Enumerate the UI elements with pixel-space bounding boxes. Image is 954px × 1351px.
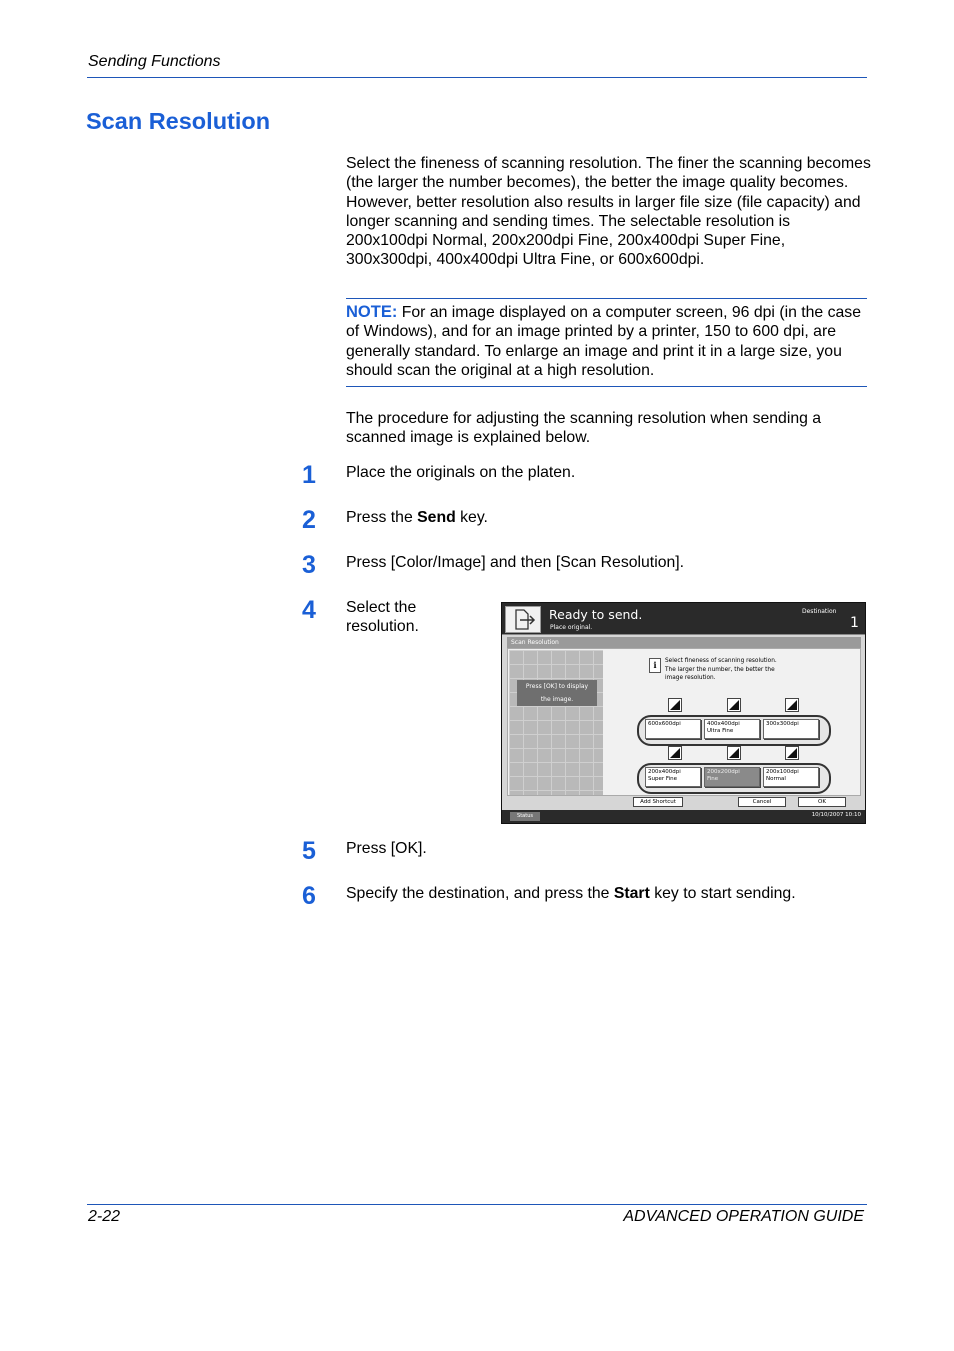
step-number: 5	[302, 837, 316, 865]
destination-label: Destination	[802, 608, 837, 615]
step-text: Press [OK].	[346, 840, 427, 857]
step-text-post: key to start sending.	[649, 885, 796, 902]
cancel-button[interactable]: Cancel	[738, 797, 786, 807]
info-text	[665, 657, 805, 683]
destination-count: 1	[850, 615, 859, 631]
step-text	[346, 508, 488, 527]
note-box	[346, 298, 867, 387]
step-text-pre: Press the	[346, 509, 418, 526]
send-icon	[505, 606, 541, 633]
procedure-paragraph: The procedure for adjusting the scanning resolution when sending a scanned image is explained below.	[346, 410, 822, 447]
device-screen	[501, 602, 866, 824]
res-300x300-button[interactable]: 300x300dpi	[763, 719, 819, 739]
resolution-indicator-icon	[668, 746, 682, 760]
page-title: Scan Resolution	[86, 108, 271, 134]
add-shortcut-button[interactable]: Add Shortcut	[633, 797, 683, 807]
preview-message	[517, 680, 597, 706]
step-number: 1	[302, 461, 316, 489]
info-line: Select fineness of scanning resolution.	[665, 658, 777, 664]
screen-bottom-bar	[502, 810, 865, 823]
info-line: image resolution.	[665, 675, 716, 681]
note-text: For an image displayed on a computer screen, 96 dpi (in the case of Windows), and for an image printed by a printer, 150 to 600 dpi, are generally standard. To enlarge an image and print it in a large size, you should scan the original at a high resolution.	[346, 304, 861, 379]
res-200x100-button[interactable]: 200x100dpi Normal	[763, 767, 819, 787]
ready-message: Ready to send.	[549, 607, 643, 622]
datetime: 10/10/2007 10:10	[811, 812, 861, 818]
info-icon: i	[649, 658, 661, 673]
res-200x400-button[interactable]: 200x400dpi Super Fine	[645, 767, 701, 787]
step-text: Press [Color/Image] and then [Scan Resolution].	[346, 554, 685, 571]
step-number: 3	[302, 551, 316, 579]
header-rule	[87, 77, 867, 78]
running-header: Sending Functions	[88, 53, 221, 70]
resolution-indicator-icon	[727, 698, 741, 712]
step-text: Place the originals on the platen.	[346, 464, 576, 481]
page-number: 2-22	[88, 1208, 121, 1225]
info-line: The larger the number, the better the	[665, 666, 775, 673]
resolution-indicator-icon	[668, 698, 682, 712]
place-original-message: Place original.	[550, 624, 593, 631]
res-400x400-button[interactable]: 400x400dpi Ultra Fine	[704, 719, 760, 739]
status-button[interactable]: Status	[510, 812, 540, 821]
start-key-label: Start	[613, 885, 650, 902]
send-key-label: Send	[417, 509, 456, 526]
intro-paragraph: Select the fineness of scanning resolution. The finer the scanning becomes (the larger the number becomes), the better the image quality becomes. However, better resolution also results in larger file size (file capacity) and longer scanning and sending times. The selectable resolution is 200x100dpi Normal, 200x200dpi Fine, 200x400dpi Super Fine, 300x300dpi, 400x400dpi Ultra Fine, or 600x600dpi.	[346, 155, 871, 269]
step-text-line: resolution.	[346, 618, 419, 636]
step-text-post: key.	[455, 509, 488, 526]
resolution-indicator-icon	[785, 746, 799, 760]
step-text-pre: Specify the destination, and press the	[346, 885, 614, 902]
preview-message-line: Press [OK] to display	[525, 683, 589, 690]
step-number: 4	[302, 596, 316, 624]
resolution-indicator-icon	[785, 698, 799, 712]
ok-button[interactable]: OK	[798, 797, 846, 807]
guide-title: ADVANCED OPERATION GUIDE	[623, 1208, 864, 1225]
step-text	[346, 598, 419, 637]
resolution-indicator-icon	[727, 746, 741, 760]
step-text	[346, 884, 796, 903]
step-number: 2	[302, 506, 316, 534]
note-label: NOTE:	[346, 303, 398, 321]
scan-resolution-tab: Scan Resolution	[507, 637, 861, 648]
preview-message-line: the image.	[540, 696, 574, 703]
step-number: 6	[302, 882, 316, 910]
footer-rule	[87, 1204, 867, 1205]
res-600x600-button[interactable]: 600x600dpi	[645, 719, 701, 739]
res-200x200-button[interactable]: 200x200dpi Fine	[704, 767, 760, 787]
step-text-line: Select the	[346, 599, 417, 616]
preview-area[interactable]	[509, 650, 603, 795]
